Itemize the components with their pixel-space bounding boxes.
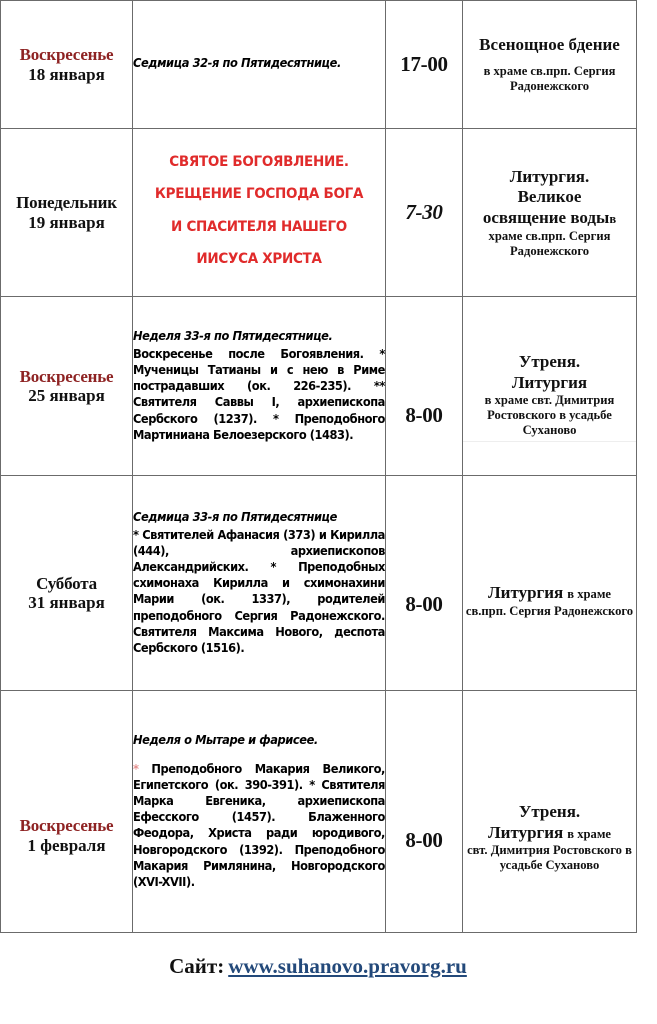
- description-body: * Святителей Афанасия (373) и Кирилла (444), архиепископов Александрийских. * Преподобных схимонаха Кирилла и схимонахини Марии (ок. 1337), родителей преподобного Сергия Радонежского. Святителя Максима Нового, деспота Сербского (1516).: [133, 527, 385, 655]
- service-time: 8-00: [405, 827, 443, 852]
- service-title-line-1: Утреня.: [518, 351, 581, 371]
- day-date: 19 января: [28, 212, 105, 232]
- service-title-line-3: освящение воды: [482, 208, 610, 227]
- proclamation-line-3: ИИСУСА ХРИСТА: [196, 250, 322, 267]
- service-title-line-2: Литургия: [511, 372, 588, 392]
- service-title-line-1: Утреня.: [518, 801, 581, 821]
- table-row: [1, 1, 637, 129]
- description-cell-1: [133, 129, 386, 297]
- day-name: Воскресенье: [19, 45, 114, 65]
- table-row: [1, 297, 637, 476]
- proclamation-line-1: КРЕЩЕНИЕ ГОСПОДА БОГА: [154, 186, 364, 203]
- description-body: * Преподобного Макария Великого, Египетского (ок. 390-391). * Святителя Марка Евгеника, архиепископа Ефесского (1457). Блаженного Феодора, Христа ради юродивого, Новгородского (1392). Преподобного Макария Римлянина, Новгородского (XVI-XVII).: [133, 761, 385, 889]
- service-cell-2: [463, 297, 637, 476]
- service-title-line-2: Литургия: [488, 822, 564, 842]
- proclamation-line-2: И СПАСИТЕЛЯ НАШЕГО: [171, 218, 347, 235]
- day-name: Понедельник: [16, 193, 117, 213]
- day-cell-3: [1, 476, 133, 691]
- service-cell-4: [463, 691, 637, 933]
- service-cell-0: [463, 1, 637, 129]
- time-cell-3: [386, 476, 463, 691]
- time-cell-1: [386, 129, 463, 297]
- description-cell-3: [133, 476, 386, 691]
- day-cell-2: [1, 297, 133, 476]
- proclamation-text: [139, 144, 378, 282]
- service-time: 7-30: [405, 200, 443, 224]
- day-date: 31 января: [28, 593, 105, 612]
- day-date: 25 января: [28, 386, 105, 405]
- proclamation-line-0: СВЯТОЕ БОГОЯВЛЕНИЕ.: [169, 153, 349, 170]
- description-lead: Седмица 32-я по Пятидесятнице.: [133, 56, 341, 70]
- service-title-line-2: Великое: [517, 187, 582, 207]
- time-cell-2: [386, 297, 463, 476]
- day-name: Воскресенье: [19, 366, 114, 386]
- description-lead: Седмица 33-я по Пятидесятнице: [133, 509, 337, 524]
- service-title-line-1: Литургия.: [509, 166, 590, 186]
- service-title: Всенощное бдение: [479, 35, 620, 55]
- day-date: 18 января: [28, 64, 105, 84]
- footer: [0, 933, 636, 979]
- service-place: в храме свт. Димитрия Ростовского в усадьбе Суханово: [484, 393, 615, 438]
- service-place: храме св.прп. Сергия Радонежского: [488, 228, 611, 258]
- service-title: Литургия: [488, 583, 564, 603]
- day-date: 1 февраля: [27, 835, 106, 855]
- time-cell-0: [386, 1, 463, 129]
- day-cell-0: [1, 1, 133, 129]
- service-place: свт. Димитрия Ростовского в усадьбе Суханово: [467, 843, 632, 873]
- service-place: в храме св.прп. Сергия Радонежского: [483, 64, 616, 93]
- description-lead: Неделя о Мытаре и фарисее.: [133, 732, 318, 747]
- description-cell-2: [133, 297, 386, 476]
- day-name: Воскресенье: [19, 816, 114, 836]
- service-time: 17-00: [400, 52, 448, 76]
- time-cell-4: [386, 691, 463, 933]
- day-cell-4: [1, 691, 133, 933]
- description-cell-0: [133, 1, 386, 129]
- description-cell-4: [133, 691, 386, 933]
- service-cell-3: [463, 476, 637, 691]
- service-title-suffix: в храме: [567, 587, 611, 602]
- service-time: 8-00: [405, 402, 443, 427]
- service-title-line-2-suffix: в храме: [567, 826, 611, 841]
- table-row: [1, 691, 637, 933]
- day-cell-1: [1, 129, 133, 297]
- website-link[interactable]: www.suhanovo.pravorg.ru: [228, 954, 467, 978]
- service-time: 8-00: [405, 592, 443, 616]
- description-body: Воскресенье после Богоявления. * Мученицы Татианы и с нею в Риме пострадавших (ок. 226-235). ** Святителя Саввы I, архиепископа Сербского (1237). * Преподобного Мартиниана Белоезерского (1483).: [133, 347, 385, 442]
- day-name: Суббота: [36, 573, 97, 593]
- description-lead: Неделя 33-я по Пятидесятнице.: [133, 329, 333, 344]
- service-title-line-3-suffix: в: [609, 212, 617, 226]
- service-cell-1: [463, 129, 637, 297]
- service-text-block: [463, 352, 636, 442]
- website-label: Сайт:: [169, 954, 225, 978]
- service-place: св.прп. Сергия Радонежского: [465, 603, 634, 618]
- table-row: [1, 476, 637, 691]
- table-row: [1, 129, 637, 297]
